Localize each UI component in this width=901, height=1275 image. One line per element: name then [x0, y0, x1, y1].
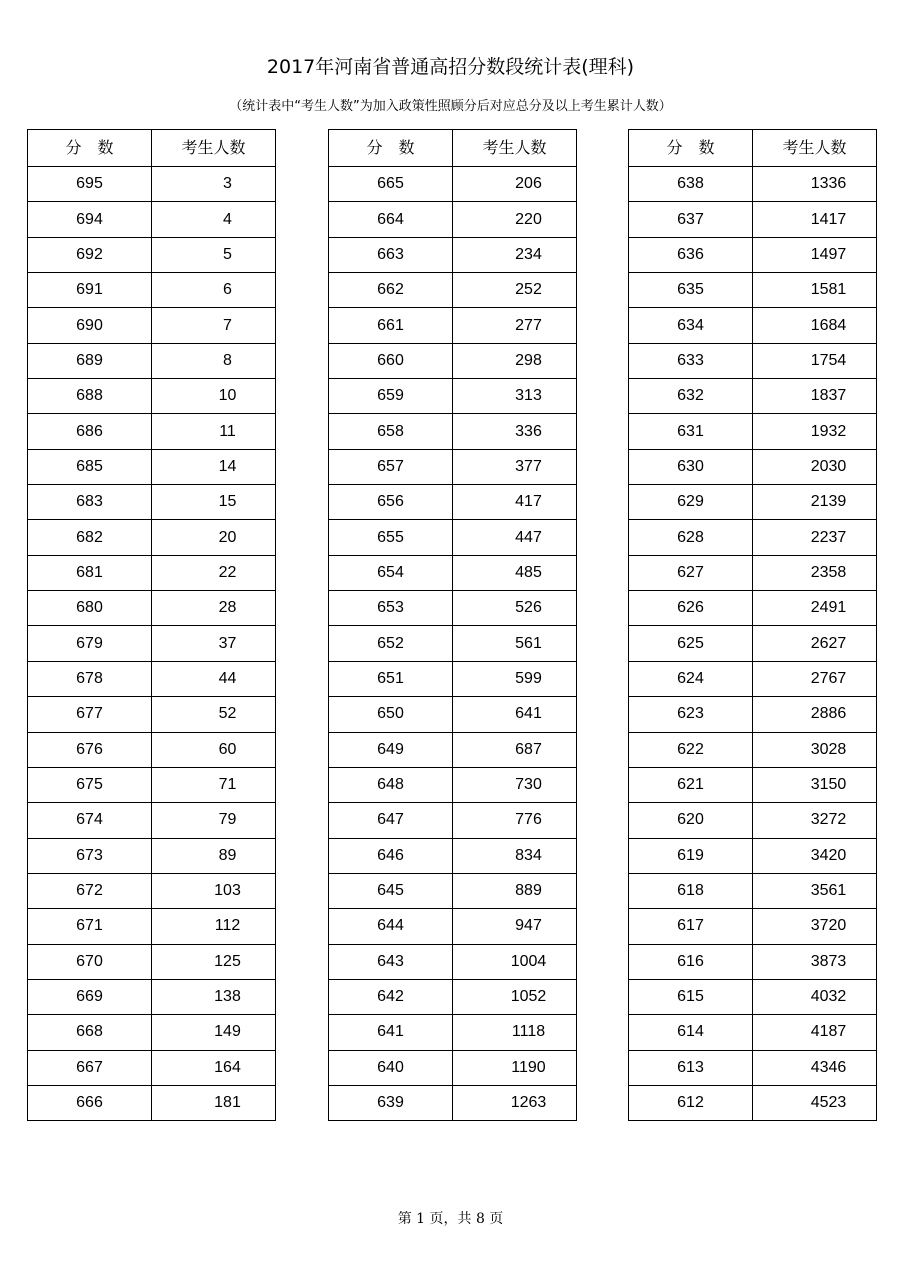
score-cell: 665: [329, 167, 453, 202]
score-cell: 685: [28, 449, 152, 484]
table-row: [329, 732, 577, 767]
table-row: [329, 1015, 577, 1050]
count-cell: 1932: [753, 414, 877, 449]
table-row: [28, 273, 276, 308]
table-row: [28, 449, 276, 484]
table-row: [28, 909, 276, 944]
score-cell: 616: [629, 944, 753, 979]
score-cell: 629: [629, 485, 753, 520]
count-cell: 1684: [753, 308, 877, 343]
count-cell: 1118: [453, 1015, 577, 1050]
count-cell: 3: [152, 167, 276, 202]
count-cell: 206: [453, 167, 577, 202]
table-row: [629, 661, 877, 696]
count-cell: 37: [152, 626, 276, 661]
header-score: 分 数: [28, 130, 152, 167]
table-row: [329, 167, 577, 202]
count-cell: 485: [453, 555, 577, 590]
count-cell: 1004: [453, 944, 577, 979]
table-row: [28, 167, 276, 202]
score-cell: 617: [629, 909, 753, 944]
count-cell: 4: [152, 202, 276, 237]
table-row: [28, 379, 276, 414]
score-cell: 618: [629, 873, 753, 908]
table-row: [28, 979, 276, 1014]
table-row: [28, 591, 276, 626]
score-cell: 649: [329, 732, 453, 767]
count-cell: 2237: [753, 520, 877, 555]
count-cell: 3420: [753, 838, 877, 873]
score-cell: 691: [28, 273, 152, 308]
count-cell: 71: [152, 767, 276, 802]
score-cell: 630: [629, 449, 753, 484]
score-cell: 635: [629, 273, 753, 308]
table-row: [629, 732, 877, 767]
table-row: [329, 767, 577, 802]
table-row: [329, 803, 577, 838]
count-cell: 8: [152, 343, 276, 378]
score-cell: 663: [329, 237, 453, 272]
score-cell: 683: [28, 485, 152, 520]
score-cell: 638: [629, 167, 753, 202]
count-cell: 1263: [453, 1085, 577, 1120]
count-cell: 22: [152, 555, 276, 590]
score-cell: 650: [329, 697, 453, 732]
count-cell: 1581: [753, 273, 877, 308]
count-cell: 125: [152, 944, 276, 979]
table-row: [329, 909, 577, 944]
count-cell: 2491: [753, 591, 877, 626]
count-cell: 687: [453, 732, 577, 767]
count-cell: 3873: [753, 944, 877, 979]
count-cell: 1052: [453, 979, 577, 1014]
table-row: [28, 414, 276, 449]
score-cell: 619: [629, 838, 753, 873]
count-cell: 3561: [753, 873, 877, 908]
table-row: [629, 237, 877, 272]
count-cell: 947: [453, 909, 577, 944]
count-cell: 52: [152, 697, 276, 732]
count-cell: 1754: [753, 343, 877, 378]
score-cell: 676: [28, 732, 152, 767]
count-cell: 889: [453, 873, 577, 908]
table-row: [329, 1085, 577, 1120]
score-cell: 624: [629, 661, 753, 696]
count-cell: 89: [152, 838, 276, 873]
table-row: [629, 838, 877, 873]
table-row: [28, 520, 276, 555]
table-header-row: [629, 130, 877, 167]
count-cell: 377: [453, 449, 577, 484]
table-row: [329, 273, 577, 308]
score-cell: 669: [28, 979, 152, 1014]
table-row: [629, 414, 877, 449]
count-cell: 28: [152, 591, 276, 626]
table-row: [28, 1050, 276, 1085]
score-cell: 643: [329, 944, 453, 979]
count-cell: 776: [453, 803, 577, 838]
page-subtitle: （统计表中“考生人数”为加入政策性照顾分后对应总分及以上考生累计人数）: [229, 99, 672, 114]
table-row: [28, 944, 276, 979]
count-cell: 44: [152, 661, 276, 696]
table-row: [329, 697, 577, 732]
count-cell: 1837: [753, 379, 877, 414]
header-count: 考生人数: [453, 130, 577, 167]
score-cell: 645: [329, 873, 453, 908]
score-cell: 678: [28, 661, 152, 696]
score-cell: 631: [629, 414, 753, 449]
score-cell: 692: [28, 237, 152, 272]
count-cell: 2030: [753, 449, 877, 484]
table-row: [329, 873, 577, 908]
count-cell: 3150: [753, 767, 877, 802]
score-cell: 656: [329, 485, 453, 520]
table-row: [28, 1015, 276, 1050]
count-cell: 417: [453, 485, 577, 520]
score-cell: 613: [629, 1050, 753, 1085]
count-cell: 15: [152, 485, 276, 520]
table-row: [28, 308, 276, 343]
table-row: [629, 873, 877, 908]
score-cell: 682: [28, 520, 152, 555]
table-row: [28, 803, 276, 838]
count-cell: 4523: [753, 1085, 877, 1120]
score-cell: 674: [28, 803, 152, 838]
score-cell: 667: [28, 1050, 152, 1085]
table-row: [329, 520, 577, 555]
count-cell: 336: [453, 414, 577, 449]
score-cell: 640: [329, 1050, 453, 1085]
score-cell: 621: [629, 767, 753, 802]
table-row: [629, 273, 877, 308]
score-cell: 664: [329, 202, 453, 237]
score-cell: 653: [329, 591, 453, 626]
count-cell: 3272: [753, 803, 877, 838]
count-cell: 3028: [753, 732, 877, 767]
table-row: [629, 449, 877, 484]
count-cell: 2627: [753, 626, 877, 661]
table-row: [629, 202, 877, 237]
header-count: 考生人数: [152, 130, 276, 167]
table-row: [629, 520, 877, 555]
score-cell: 659: [329, 379, 453, 414]
score-table-2: [328, 129, 577, 1121]
count-cell: 2767: [753, 661, 877, 696]
table-row: [629, 485, 877, 520]
table-row: [329, 343, 577, 378]
table-row: [28, 202, 276, 237]
score-cell: 652: [329, 626, 453, 661]
count-cell: 641: [453, 697, 577, 732]
table-row: [28, 485, 276, 520]
score-cell: 644: [329, 909, 453, 944]
count-cell: 234: [453, 237, 577, 272]
header-count: 考生人数: [753, 130, 877, 167]
score-cell: 632: [629, 379, 753, 414]
count-cell: 1336: [753, 167, 877, 202]
count-cell: 4187: [753, 1015, 877, 1050]
table-row: [28, 626, 276, 661]
score-cell: 690: [28, 308, 152, 343]
table-row: [629, 343, 877, 378]
table-row: [329, 944, 577, 979]
table-row: [329, 591, 577, 626]
table-row: [629, 767, 877, 802]
table-row: [629, 1050, 877, 1085]
score-cell: 641: [329, 1015, 453, 1050]
table-row: [329, 414, 577, 449]
score-cell: 658: [329, 414, 453, 449]
table-row: [28, 838, 276, 873]
count-cell: 7: [152, 308, 276, 343]
count-cell: 313: [453, 379, 577, 414]
table-row: [329, 379, 577, 414]
count-cell: 526: [453, 591, 577, 626]
table-row: [629, 308, 877, 343]
score-cell: 626: [629, 591, 753, 626]
score-cell: 680: [28, 591, 152, 626]
table-row: [28, 1085, 276, 1120]
score-cell: 668: [28, 1015, 152, 1050]
count-cell: 1417: [753, 202, 877, 237]
score-cell: 646: [329, 838, 453, 873]
score-cell: 686: [28, 414, 152, 449]
score-cell: 633: [629, 343, 753, 378]
score-cell: 670: [28, 944, 152, 979]
count-cell: 2139: [753, 485, 877, 520]
count-cell: 298: [453, 343, 577, 378]
table-header-row: [329, 130, 577, 167]
table-row: [329, 485, 577, 520]
score-cell: 648: [329, 767, 453, 802]
count-cell: 103: [152, 873, 276, 908]
count-cell: 79: [152, 803, 276, 838]
count-cell: 149: [152, 1015, 276, 1050]
table-row: [629, 555, 877, 590]
count-cell: 1497: [753, 237, 877, 272]
score-cell: 623: [629, 697, 753, 732]
score-table-3: [628, 129, 877, 1121]
table-row: [629, 167, 877, 202]
count-cell: 10: [152, 379, 276, 414]
page-title: 2017年河南省普通高招分数段统计表(理科): [266, 56, 635, 78]
table-row: [629, 944, 877, 979]
score-cell: 651: [329, 661, 453, 696]
score-cell: 679: [28, 626, 152, 661]
count-cell: 730: [453, 767, 577, 802]
score-cell: 695: [28, 167, 152, 202]
table-row: [629, 909, 877, 944]
count-cell: 561: [453, 626, 577, 661]
score-cell: 637: [629, 202, 753, 237]
count-cell: 5: [152, 237, 276, 272]
table-row: [28, 555, 276, 590]
table-row: [28, 343, 276, 378]
score-cell: 662: [329, 273, 453, 308]
count-cell: 138: [152, 979, 276, 1014]
table-row: [28, 767, 276, 802]
count-cell: 1190: [453, 1050, 577, 1085]
count-cell: 2886: [753, 697, 877, 732]
count-cell: 60: [152, 732, 276, 767]
score-cell: 694: [28, 202, 152, 237]
score-table-1: [27, 129, 276, 1121]
count-cell: 834: [453, 838, 577, 873]
table-row: [28, 661, 276, 696]
page-footer: 第 1 页，共 8 页: [397, 1211, 504, 1227]
count-cell: 4346: [753, 1050, 877, 1085]
table-row: [329, 1050, 577, 1085]
table-header-row: [28, 130, 276, 167]
table-row: [629, 979, 877, 1014]
score-cell: 612: [629, 1085, 753, 1120]
score-cell: 625: [629, 626, 753, 661]
score-cell: 639: [329, 1085, 453, 1120]
score-cell: 688: [28, 379, 152, 414]
score-cell: 671: [28, 909, 152, 944]
table-row: [329, 237, 577, 272]
score-cell: 675: [28, 767, 152, 802]
score-cell: 660: [329, 343, 453, 378]
score-cell: 657: [329, 449, 453, 484]
count-cell: 112: [152, 909, 276, 944]
table-row: [629, 626, 877, 661]
count-cell: 277: [453, 308, 577, 343]
table-row: [28, 873, 276, 908]
score-cell: 647: [329, 803, 453, 838]
score-cell: 689: [28, 343, 152, 378]
count-cell: 20: [152, 520, 276, 555]
table-row: [329, 661, 577, 696]
count-cell: 4032: [753, 979, 877, 1014]
table-row: [329, 838, 577, 873]
table-row: [629, 803, 877, 838]
count-cell: 164: [152, 1050, 276, 1085]
table-row: [329, 449, 577, 484]
table-row: [629, 591, 877, 626]
score-cell: 654: [329, 555, 453, 590]
score-cell: 622: [629, 732, 753, 767]
score-cell: 615: [629, 979, 753, 1014]
score-cell: 642: [329, 979, 453, 1014]
table-row: [629, 1015, 877, 1050]
header-score: 分 数: [629, 130, 753, 167]
header-score: 分 数: [329, 130, 453, 167]
count-cell: 252: [453, 273, 577, 308]
table-row: [629, 1085, 877, 1120]
count-cell: 6: [152, 273, 276, 308]
count-cell: 3720: [753, 909, 877, 944]
table-row: [329, 555, 577, 590]
score-cell: 673: [28, 838, 152, 873]
count-cell: 220: [453, 202, 577, 237]
table-row: [329, 626, 577, 661]
score-cell: 627: [629, 555, 753, 590]
score-cell: 636: [629, 237, 753, 272]
count-cell: 181: [152, 1085, 276, 1120]
count-cell: 11: [152, 414, 276, 449]
score-cell: 634: [629, 308, 753, 343]
count-cell: 2358: [753, 555, 877, 590]
table-row: [28, 237, 276, 272]
score-cell: 661: [329, 308, 453, 343]
score-cell: 655: [329, 520, 453, 555]
score-cell: 614: [629, 1015, 753, 1050]
score-cell: 681: [28, 555, 152, 590]
score-cell: 666: [28, 1085, 152, 1120]
table-row: [28, 697, 276, 732]
table-row: [329, 308, 577, 343]
score-cell: 672: [28, 873, 152, 908]
score-cell: 677: [28, 697, 152, 732]
table-row: [28, 732, 276, 767]
score-cell: 628: [629, 520, 753, 555]
table-row: [629, 379, 877, 414]
table-row: [629, 697, 877, 732]
table-row: [329, 979, 577, 1014]
score-cell: 620: [629, 803, 753, 838]
count-cell: 599: [453, 661, 577, 696]
count-cell: 447: [453, 520, 577, 555]
table-row: [329, 202, 577, 237]
count-cell: 14: [152, 449, 276, 484]
